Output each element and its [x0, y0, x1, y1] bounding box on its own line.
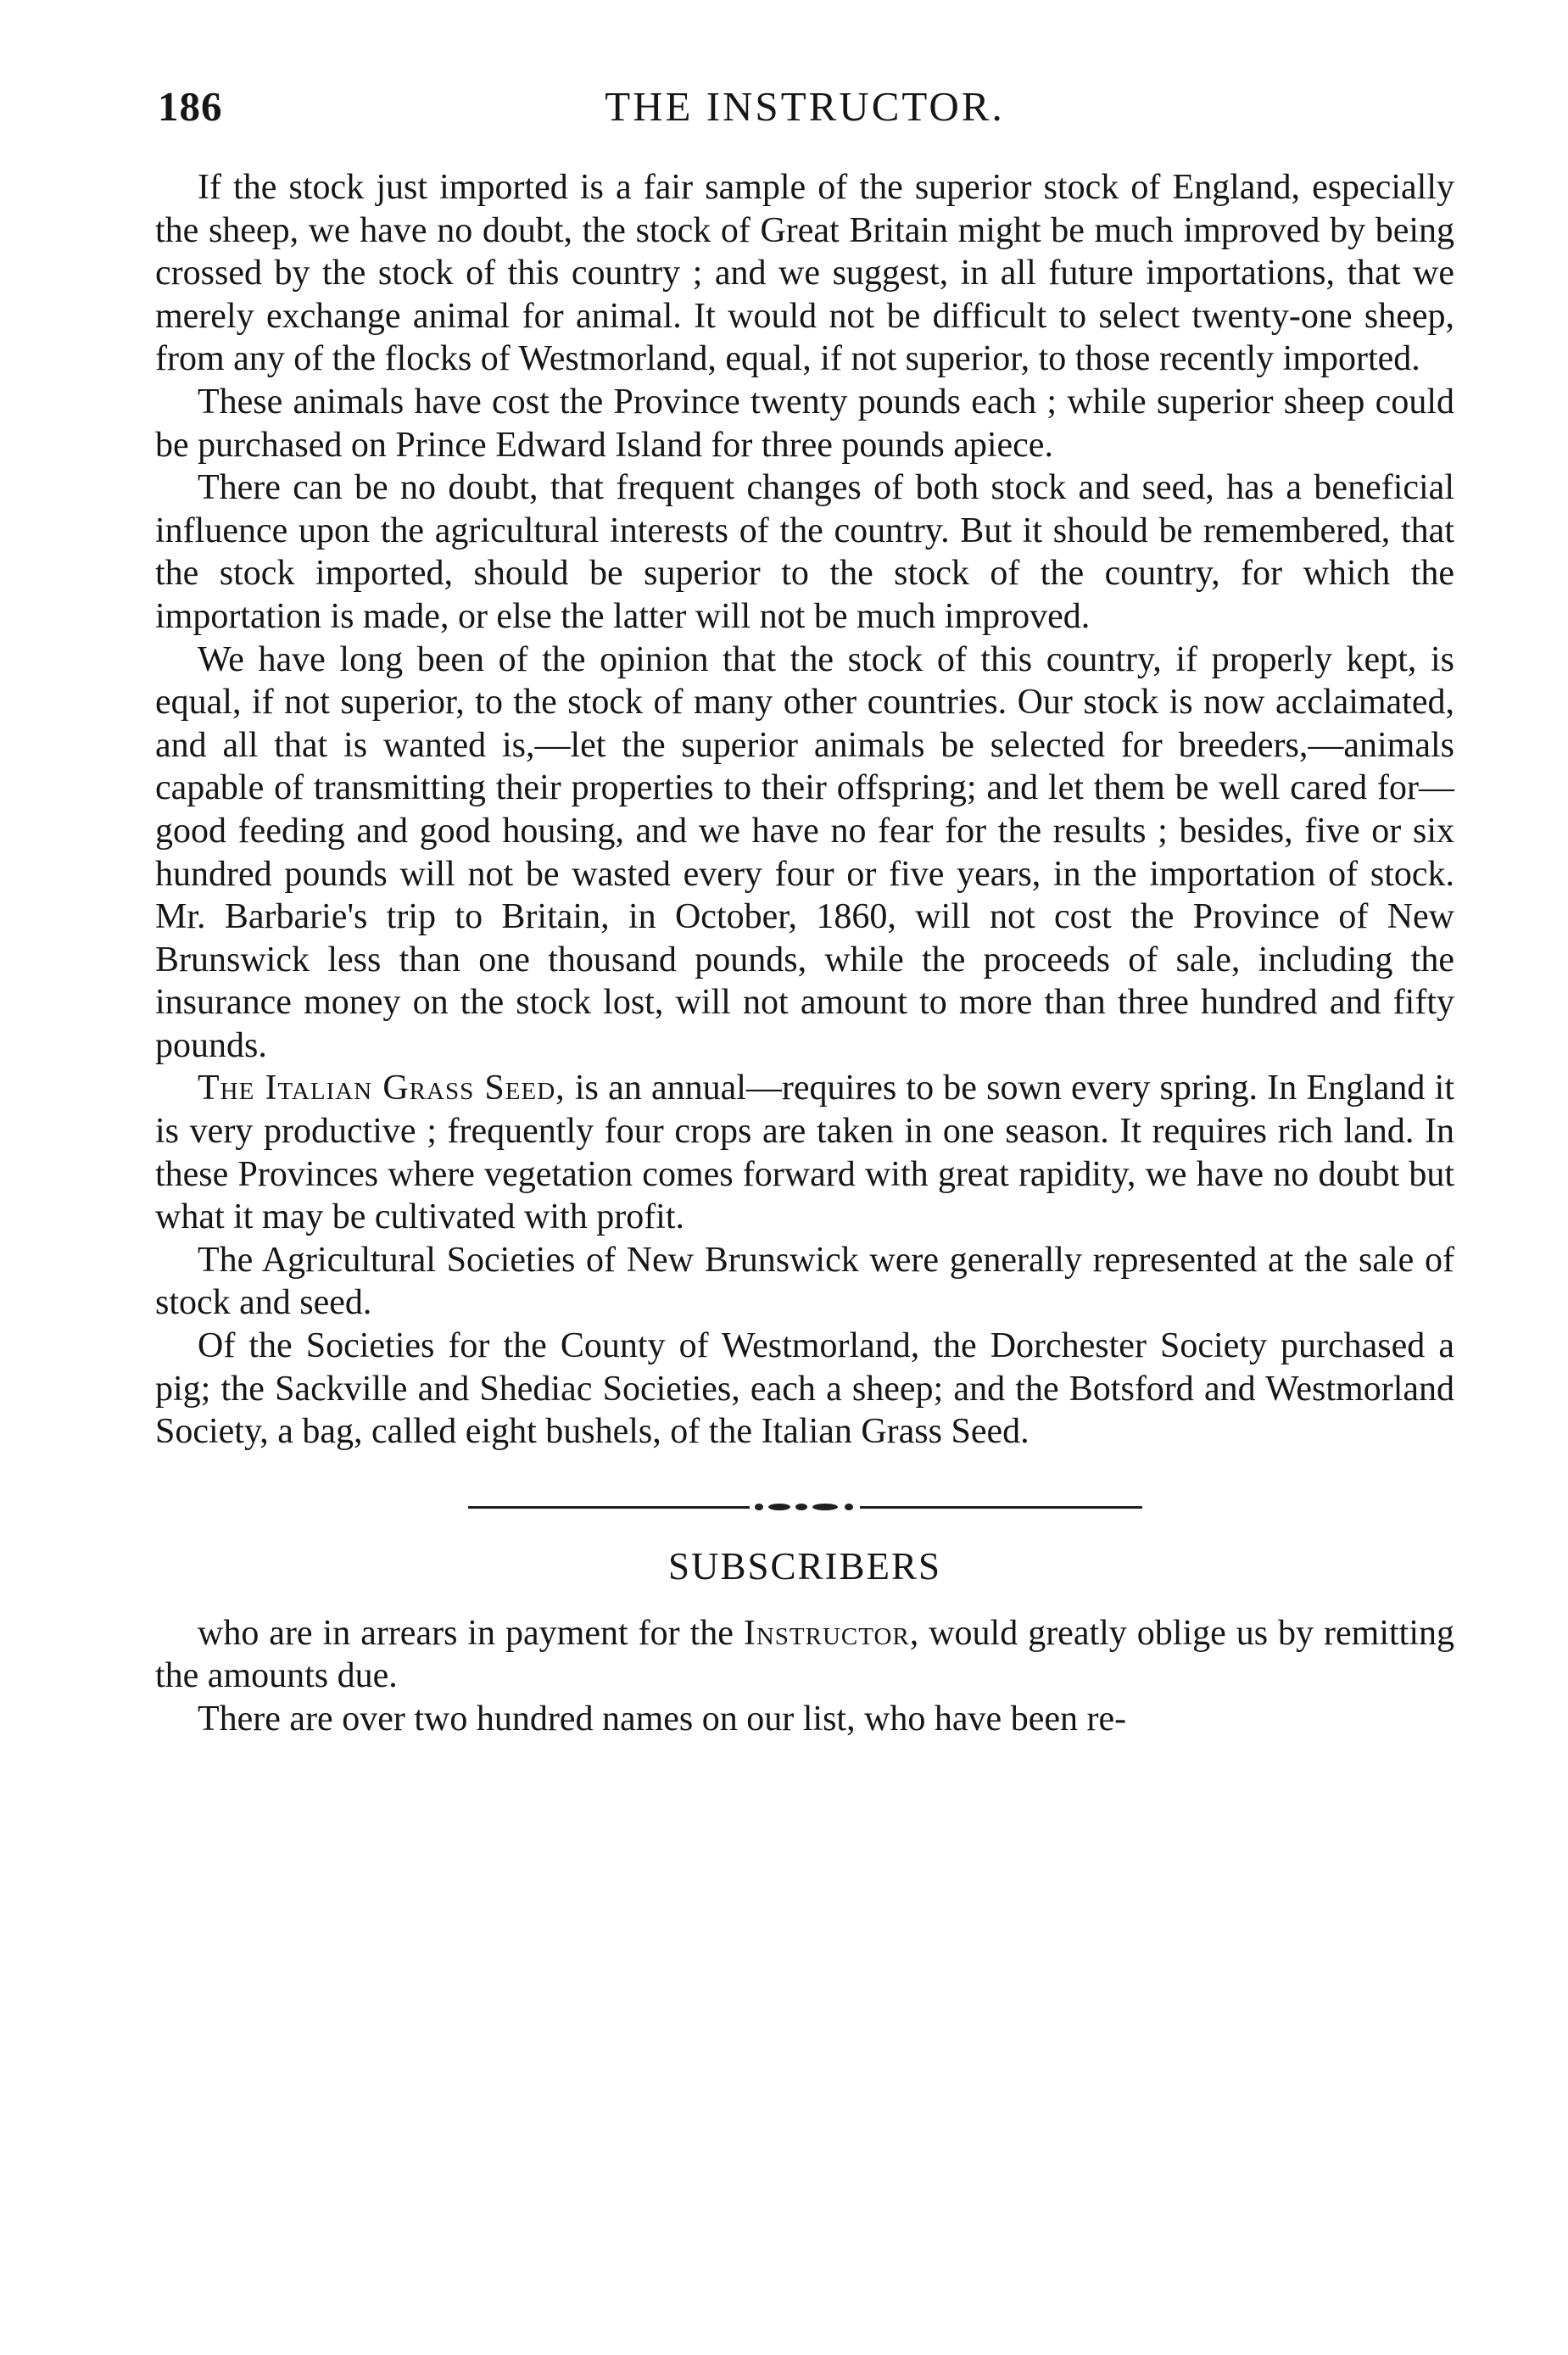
divider-ornament	[750, 1500, 860, 1514]
subscribers-text-start: who are in arrears in payment for the	[198, 1613, 744, 1653]
page-header	[158, 80, 1452, 134]
paragraph: There can be no doubt, that frequent changes of both stock and seed, has a beneficial influence upon the agricultural interests of the country. But it should be remembered, that the stock imported, should be superior to the stock of the country, for which the importation is made, or else the latter will not be much improved.	[155, 468, 1454, 636]
running-title: THE INSTRUCTOR.	[605, 83, 1005, 130]
instructor-title: Instructor	[743, 1613, 910, 1653]
subscribers-paragraph	[155, 1612, 1454, 1698]
page-number: 186	[158, 83, 223, 130]
section-divider	[468, 1506, 1142, 1509]
paragraph: If the stock just imported is a fair sample of the superior stock of England, especially the sheep, we have no doubt, the stock of Great Britain might be much improved by being crossed by the stock of this country ; and we suggest, in all future importations, that we merely exchange animal for animal. It would not be difficult to select twenty-one sheep, from any of the flocks of Westmorland, equal, if not superior, to those recently imported.	[155, 168, 1454, 379]
page-body	[155, 166, 1454, 1741]
italian-grass-seed-lead: The Italian Grass Seed,	[198, 1069, 566, 1108]
paragraph: The Agricultural Societies of New Brunswick were generally represented at the sale of stock and seed.	[155, 1240, 1454, 1323]
subscribers-text-end: , would greatly oblige us by remitting the amounts due.	[155, 1613, 1454, 1696]
paragraph: These animals have cost the Province twenty pounds each ; while superior sheep could be purchased on Prince Edward Island for three pounds apiece.	[155, 382, 1454, 465]
paragraph-italian-grass-seed	[155, 1067, 1454, 1238]
paragraph: Of the Societies for the County of Westmorland, the Dorchester Society purchased a pig; the Sackville and Shediac Societies, each a sheep; and the Botsford and Westmorland Society, a bag, called eight bushels, of the Italian Grass Seed.	[155, 1326, 1454, 1452]
subscribers-paragraph: There are over two hundred names on our list, who have been re-	[198, 1699, 1127, 1738]
paragraph: We have long been of the opinion that the stock of this country, if properly kept, is equal, if not superior, to the stock of many other countries. Our stock is now acclaimated, and all that is wanted is,—let the superior animals be selected for breeders,—animals capable of transmitting their properties to their offspring; and let them be well cared for—good feeding and good housing, and we have no fear for the results ; besides, five or six hundred pounds will not be wasted every four or five years, in the importation of stock. Mr. Barbarie's trip to Britain, in October, 1860, will not cost the Province of New Brunswick less than one thousand pounds, while the proceeds of sale, including the insurance money on the stock lost, will not amount to more than three hundred and fifty pounds.	[155, 639, 1454, 1065]
subscribers-heading: SUBSCRIBERS	[667, 1544, 942, 1588]
italian-grass-seed-text: is an annual—requires to be sown every spring. In England it is very productive ; frequently four crops are taken in one season. It requires rich land. In these Provinces where vegetation comes forward with great rapidity, we have no doubt but what it may be cultivated with profit.	[155, 1069, 1454, 1237]
